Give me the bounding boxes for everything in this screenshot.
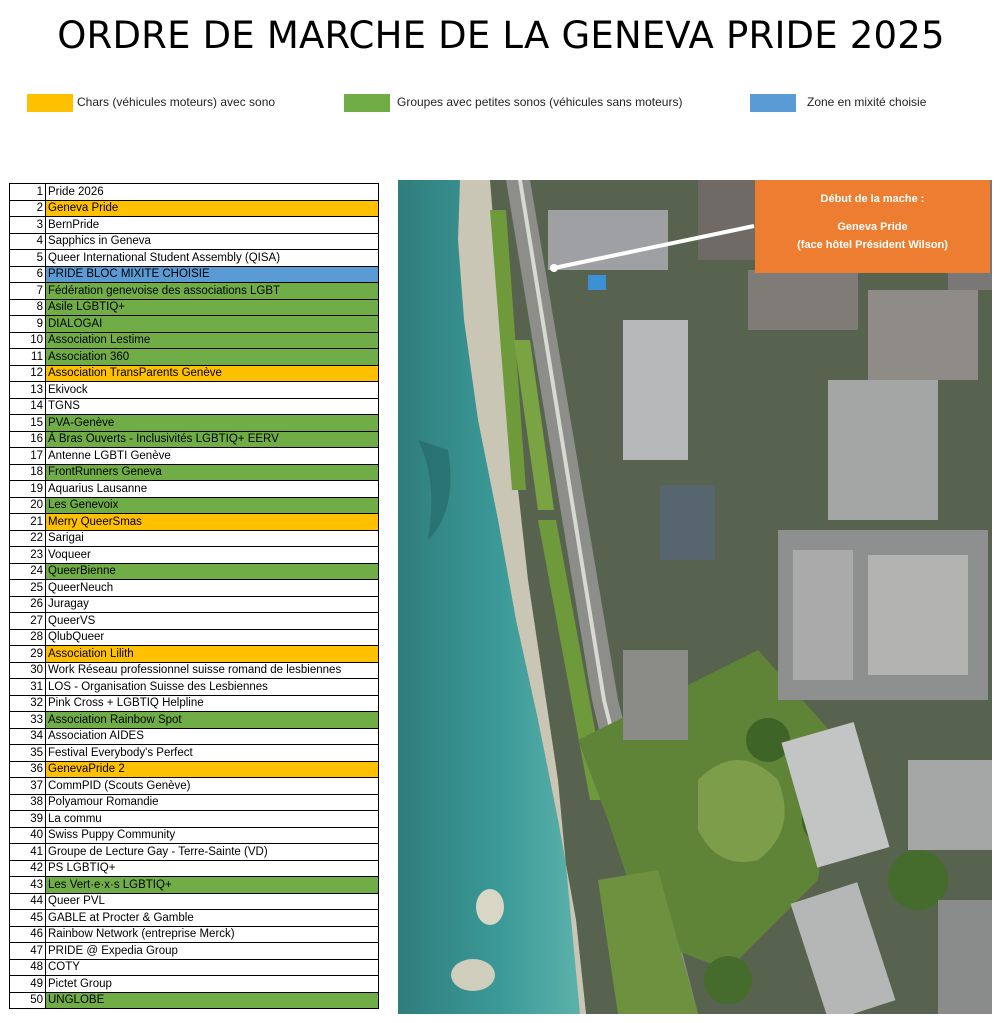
- legend-label: Chars (véhicules moteurs) avec sono: [77, 95, 276, 109]
- legend-swatch-orange: [27, 94, 73, 112]
- building: [938, 900, 992, 1014]
- table-row: [10, 860, 379, 877]
- building: [908, 760, 992, 850]
- table-row: [10, 464, 379, 481]
- row-number: 39: [10, 811, 46, 828]
- table-row: [10, 596, 379, 613]
- table-row: [10, 382, 379, 399]
- building: [868, 555, 968, 675]
- row-number: 25: [10, 580, 46, 597]
- group-name: TGNS: [46, 398, 379, 415]
- table-row: [10, 827, 379, 844]
- building: [623, 650, 688, 740]
- lake-islet: [451, 959, 495, 991]
- building: [868, 290, 978, 380]
- row-number: 37: [10, 778, 46, 795]
- table-row: [10, 695, 379, 712]
- table-row: [10, 926, 379, 943]
- table-row: [10, 299, 379, 316]
- group-name: Asile LGBTIQ+: [46, 299, 379, 316]
- row-number: 16: [10, 431, 46, 448]
- row-number: 41: [10, 844, 46, 861]
- group-name: Queer PVL: [46, 893, 379, 910]
- group-name: Swiss Puppy Community: [46, 827, 379, 844]
- row-number: 49: [10, 976, 46, 993]
- table-row: [10, 893, 379, 910]
- table-row: [10, 266, 379, 283]
- row-number: 40: [10, 827, 46, 844]
- row-number: 30: [10, 662, 46, 679]
- start-marker-dot: [550, 264, 558, 272]
- table-row: [10, 514, 379, 531]
- group-name: Pride 2026: [46, 184, 379, 201]
- table-row: [10, 563, 379, 580]
- row-number: 43: [10, 877, 46, 894]
- table-row: [10, 662, 379, 679]
- table-row: [10, 349, 379, 366]
- table-row: [10, 844, 379, 861]
- building: [828, 380, 938, 520]
- row-number: 33: [10, 712, 46, 729]
- table-row: [10, 481, 379, 498]
- group-name: Association AIDES: [46, 728, 379, 745]
- row-number: 5: [10, 250, 46, 267]
- group-name: DIALOGAI: [46, 316, 379, 333]
- row-number: 6: [10, 266, 46, 283]
- group-name: PVA-Genève: [46, 415, 379, 432]
- group-name: Work Réseau professionnel suisse romand de lesbiennes: [46, 662, 379, 679]
- row-number: 36: [10, 761, 46, 778]
- marching-order-body: [10, 184, 379, 1009]
- row-number: 24: [10, 563, 46, 580]
- start-callout: [755, 180, 990, 273]
- group-name: QueerBienne: [46, 563, 379, 580]
- group-name: Rainbow Network (entreprise Merck): [46, 926, 379, 943]
- building: [623, 320, 688, 460]
- group-name: PS LGBTIQ+: [46, 860, 379, 877]
- row-number: 17: [10, 448, 46, 465]
- group-name: Fédération genevoise des associations LGBT: [46, 283, 379, 300]
- row-number: 21: [10, 514, 46, 531]
- lake-islet: [476, 889, 504, 925]
- group-name: Festival Everybody's Perfect: [46, 745, 379, 762]
- group-name: Queer International Student Assembly (QISA): [46, 250, 379, 267]
- table-row: [10, 184, 379, 201]
- table-row: [10, 778, 379, 795]
- group-name: GenevaPride 2: [46, 761, 379, 778]
- table-row: [10, 646, 379, 663]
- table-row: [10, 365, 379, 382]
- table-row: [10, 745, 379, 762]
- group-name: Association Rainbow Spot: [46, 712, 379, 729]
- group-name: Association 360: [46, 349, 379, 366]
- group-name: Association Lilith: [46, 646, 379, 663]
- row-number: 27: [10, 613, 46, 630]
- row-number: 45: [10, 910, 46, 927]
- callout-heading: Début de la mache :: [820, 193, 925, 205]
- row-number: 12: [10, 365, 46, 382]
- row-number: 44: [10, 893, 46, 910]
- group-name: Les Vert·e·x·s LGBTIQ+: [46, 877, 379, 894]
- row-number: 50: [10, 992, 46, 1009]
- group-name: Association TransParents Genève: [46, 365, 379, 382]
- map-illustration: [398, 180, 992, 1014]
- group-name: Geneva Pride: [46, 200, 379, 217]
- group-name: QueerNeuch: [46, 580, 379, 597]
- group-name: LOS - Organisation Suisse des Lesbiennes: [46, 679, 379, 696]
- table-row: [10, 233, 379, 250]
- group-name: À Bras Ouverts - Inclusivités LGBTIQ+ EERV: [46, 431, 379, 448]
- table-row: [10, 448, 379, 465]
- table-row: [10, 910, 379, 927]
- table-row: [10, 811, 379, 828]
- group-name: GABLE at Procter & Gamble: [46, 910, 379, 927]
- table-row: [10, 613, 379, 630]
- row-number: 10: [10, 332, 46, 349]
- group-name: PRIDE @ Expedia Group: [46, 943, 379, 960]
- table-row: [10, 712, 379, 729]
- row-number: 15: [10, 415, 46, 432]
- group-name: FrontRunners Geneva: [46, 464, 379, 481]
- row-number: 8: [10, 299, 46, 316]
- group-name: Ekivock: [46, 382, 379, 399]
- group-name: La commu: [46, 811, 379, 828]
- group-name: Aquarius Lausanne: [46, 481, 379, 498]
- row-number: 34: [10, 728, 46, 745]
- legend-swatch-blue: [750, 94, 796, 112]
- tree-cluster: [704, 956, 752, 1004]
- park-lawn: [698, 760, 785, 862]
- group-name: COTY: [46, 959, 379, 976]
- row-number: 29: [10, 646, 46, 663]
- row-number: 7: [10, 283, 46, 300]
- row-number: 23: [10, 547, 46, 564]
- building: [660, 485, 715, 560]
- group-name: UNGLOBE: [46, 992, 379, 1009]
- table-row: [10, 761, 379, 778]
- group-name: Sapphics in Geneva: [46, 233, 379, 250]
- table-row: [10, 943, 379, 960]
- building: [748, 270, 858, 330]
- table-row: [10, 679, 379, 696]
- group-name: QueerVS: [46, 613, 379, 630]
- table-row: [10, 629, 379, 646]
- satellite-map: [398, 180, 992, 1014]
- row-number: 46: [10, 926, 46, 943]
- group-name: PRIDE BLOC MIXITE CHOISIE: [46, 266, 379, 283]
- table-row: [10, 217, 379, 234]
- legend-label: Zone en mixité choisie: [807, 95, 927, 109]
- table-row: [10, 316, 379, 333]
- group-name: Pink Cross + LGBTIQ Helpline: [46, 695, 379, 712]
- table-row: [10, 398, 379, 415]
- table-row: [10, 728, 379, 745]
- hotel-pool: [588, 275, 606, 290]
- hotel-president-wilson: [548, 210, 668, 270]
- group-name: Association Lestime: [46, 332, 379, 349]
- callout-group: Geneva Pride: [837, 221, 908, 233]
- row-number: 4: [10, 233, 46, 250]
- group-name: Merry QueerSmas: [46, 514, 379, 531]
- callout-location: (face hôtel Président Wilson): [797, 239, 948, 251]
- legend-label: Groupes avec petites sonos (véhicules sans moteurs): [397, 95, 683, 109]
- group-name: Les Genevoix: [46, 497, 379, 514]
- table-row: [10, 877, 379, 894]
- table-row: [10, 794, 379, 811]
- table-row: [10, 431, 379, 448]
- table-row: [10, 530, 379, 547]
- table-row: [10, 415, 379, 432]
- table-row: [10, 959, 379, 976]
- building: [698, 180, 758, 260]
- row-number: 38: [10, 794, 46, 811]
- group-name: Antenne LGBTI Genève: [46, 448, 379, 465]
- legend-swatch-green: [344, 94, 390, 112]
- row-number: 18: [10, 464, 46, 481]
- group-name: Sarigai: [46, 530, 379, 547]
- table-row: [10, 200, 379, 217]
- table-row: [10, 250, 379, 267]
- group-name: CommPID (Scouts Genève): [46, 778, 379, 795]
- row-number: 31: [10, 679, 46, 696]
- tree-cluster: [746, 718, 790, 762]
- page-title: ORDRE DE MARCHE DE LA GENEVA PRIDE 2025: [57, 14, 945, 57]
- row-number: 47: [10, 943, 46, 960]
- table-row: [10, 992, 379, 1009]
- row-number: 26: [10, 596, 46, 613]
- row-number: 20: [10, 497, 46, 514]
- row-number: 13: [10, 382, 46, 399]
- group-name: Groupe de Lecture Gay - Terre-Sainte (VD): [46, 844, 379, 861]
- table-row: [10, 283, 379, 300]
- table-row: [10, 497, 379, 514]
- row-number: 35: [10, 745, 46, 762]
- group-name: BernPride: [46, 217, 379, 234]
- group-name: Polyamour Romandie: [46, 794, 379, 811]
- row-number: 11: [10, 349, 46, 366]
- marching-order-table: [9, 183, 379, 1009]
- table-row: [10, 332, 379, 349]
- row-number: 3: [10, 217, 46, 234]
- row-number: 19: [10, 481, 46, 498]
- group-name: Juragay: [46, 596, 379, 613]
- table-row: [10, 580, 379, 597]
- row-number: 22: [10, 530, 46, 547]
- row-number: 42: [10, 860, 46, 877]
- building: [793, 550, 853, 680]
- row-number: 48: [10, 959, 46, 976]
- row-number: 1: [10, 184, 46, 201]
- row-number: 14: [10, 398, 46, 415]
- row-number: 28: [10, 629, 46, 646]
- row-number: 2: [10, 200, 46, 217]
- row-number: 32: [10, 695, 46, 712]
- table-row: [10, 976, 379, 993]
- group-name: Pictet Group: [46, 976, 379, 993]
- group-name: QlubQueer: [46, 629, 379, 646]
- row-number: 9: [10, 316, 46, 333]
- table-row: [10, 547, 379, 564]
- group-name: Voqueer: [46, 547, 379, 564]
